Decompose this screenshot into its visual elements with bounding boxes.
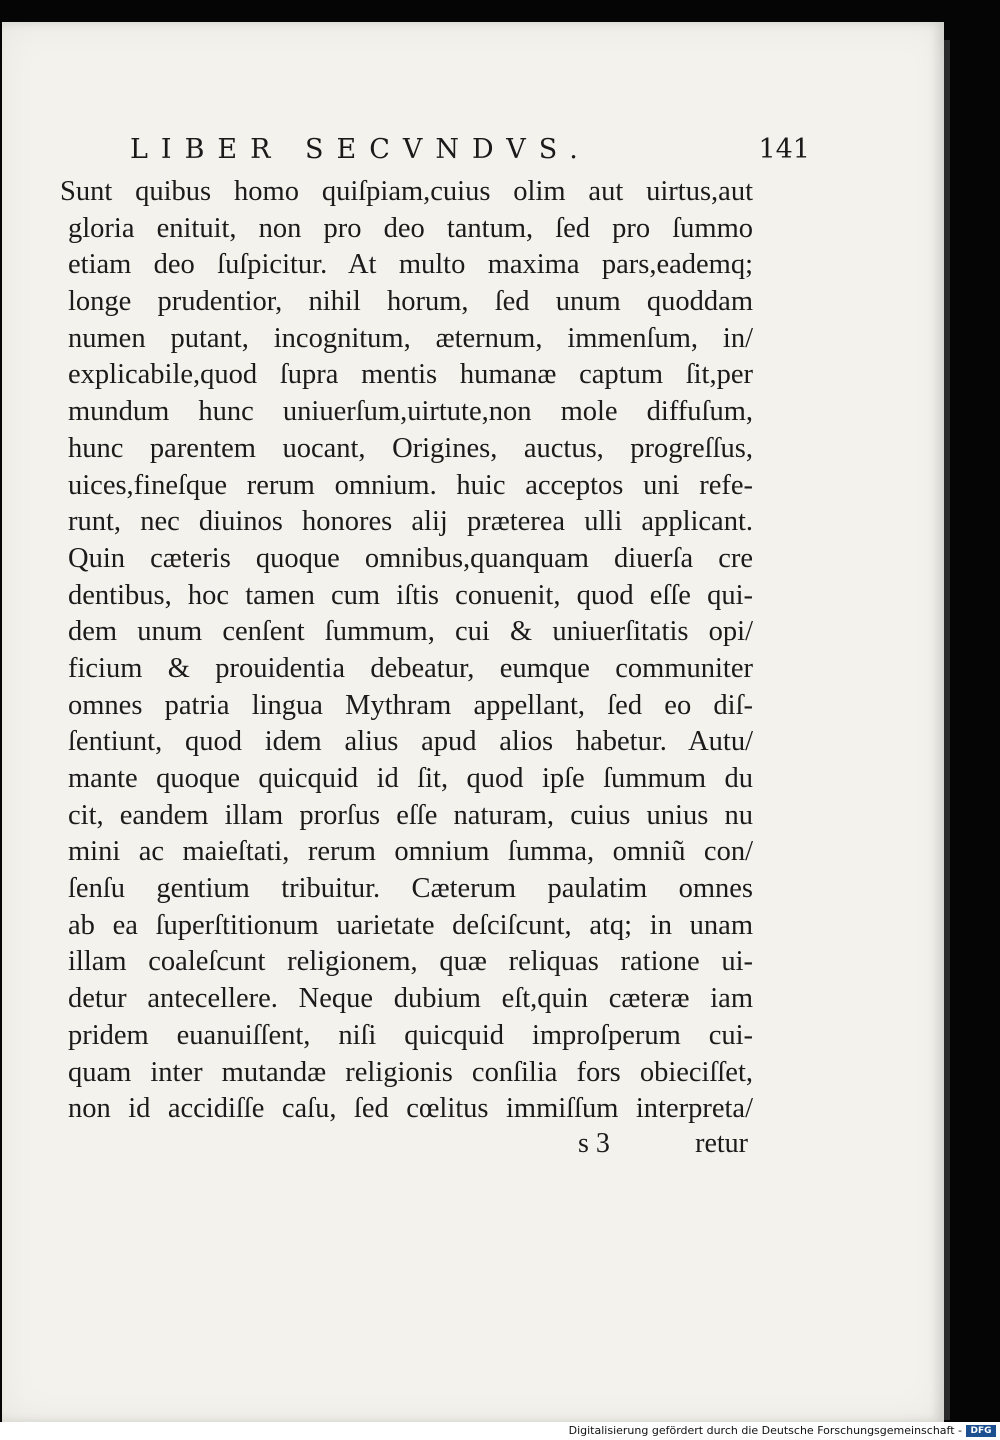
digitization-footer: [0, 1422, 1000, 1440]
text-line: uices,fineſque rerum omnium. huic acceptos uni refe-: [68, 469, 753, 501]
text-line: runt, nec diuinos honores alij præterea ulli applicant.: [68, 506, 753, 538]
text-line: mundum hunc uniuerſum,uirtute,non mole diffuſum,: [68, 396, 753, 428]
signature-mark: s 3: [578, 1128, 610, 1159]
text-line: Quin cæteris quoque omnibus,quanquam diuerſa cre: [68, 542, 753, 574]
text-line: explicabile,quod ſupra mentis humanæ captum ſit,per: [68, 359, 753, 391]
text-line: etiam deo ſuſpicitur. At multo maxima pars,eademq;: [68, 249, 753, 281]
text-line: cit, eandem illam prorſus eſſe naturam, cuius unius nu: [68, 799, 753, 831]
dfg-logo-icon[interactable]: DFG: [966, 1425, 996, 1437]
catchword: retur: [695, 1128, 748, 1159]
text-line: numen putant, incognitum, æternum, immenſum, in/: [68, 322, 753, 354]
text-line: longe prudentior, nihil horum, ſed unum quoddam: [68, 286, 753, 318]
running-head: [130, 134, 810, 170]
text-line: quam inter mutandæ religionis conſilia fors obieciſſet,: [68, 1056, 753, 1088]
body-text: [60, 174, 760, 1128]
text-line: pridem euanuiſſent, niſi quicquid improſperum cui-: [68, 1019, 753, 1051]
text-line: illam coaleſcunt religionem, quæ reliquas ratione ui-: [68, 946, 753, 978]
folio-number: 141: [758, 134, 810, 165]
text-line: non id accidiſſe caſu, ſed cœlitus immiſſum interpreta/: [68, 1093, 753, 1125]
book-page: [2, 22, 944, 1422]
page-edge-shadow: [944, 40, 950, 1420]
text-line: ab ea ſuperſtitionum uarietate deſciſcunt, atq; in unam: [68, 909, 753, 941]
text-line: hunc parentem uocant, Origines, auctus, progreſſus,: [68, 432, 753, 464]
text-line: mante quoque quicquid id ſit, quod ipſe ſummum du: [68, 763, 753, 794]
running-title: LIBER SECVNDVS.: [130, 134, 591, 165]
text-line: ficium & prouidentia debeatur, eumque communiter: [68, 652, 753, 684]
footer-credit: Digitalisierung gefördert durch die Deutsche Forschungsgemeinschaft -: [568, 1424, 962, 1437]
text-line: omnes patria lingua Mythram appellant, ſed eo diſ-: [68, 689, 753, 721]
text-line: dem unum cenſent ſummum, cui & uniuerſitatis opi/: [68, 616, 753, 648]
text-line: ſentiunt, quod idem alius apud alios habetur. Autu/: [68, 726, 753, 758]
catchline: [578, 1128, 748, 1164]
text-line: Sunt quibus homo quiſpiam,cuius olim aut uirtus,aut: [60, 176, 753, 207]
text-line: mini ac maieſtati, rerum omnium ſumma, omniũ con/: [68, 836, 753, 868]
text-line: gloria enituit, non pro deo tantum, ſed pro ſummo: [68, 212, 753, 244]
text-line: detur antecellere. Neque dubium eſt,quin cæteræ iam: [68, 983, 753, 1015]
text-line: ſenſu gentium tribuitur. Cæterum paulatim omnes: [68, 873, 753, 905]
text-line: dentibus, hoc tamen cum iſtis conuenit, quod eſſe qui-: [68, 579, 753, 611]
